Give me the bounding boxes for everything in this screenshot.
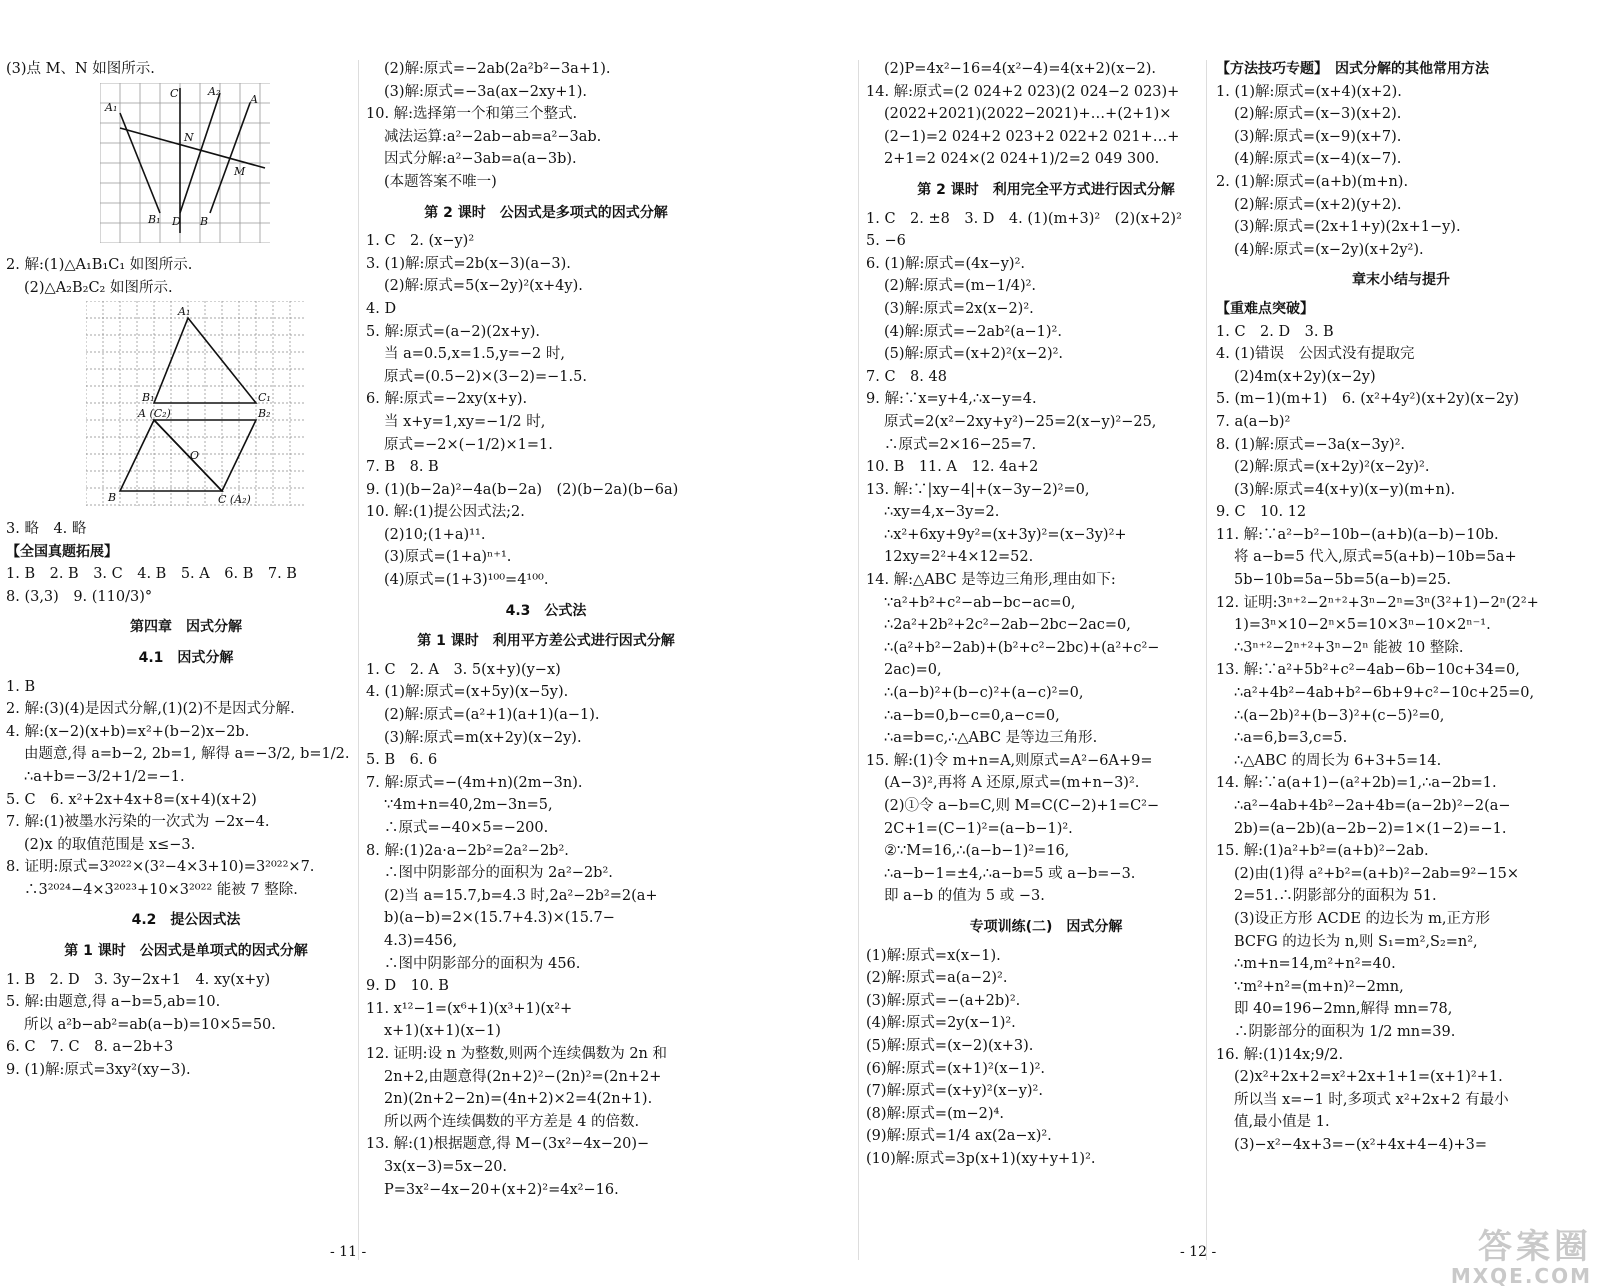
answer-line: 3x(x−3)=5x−20. (384, 1158, 508, 1175)
answer-line: 原式=2(x²−2xy+y²)−25=2(x−y)²−25, (884, 413, 1157, 430)
answer-line: 3. (1)解:原式=2b(x−3)(a−3). (366, 255, 571, 272)
section-tag: 【全国真题拓展】 (6, 543, 118, 560)
answer-line: (3)解:原式=(x−9)(x+7). (1234, 128, 1402, 145)
answer-line: ∴a²−4ab+4b²−2a+4b=(a−2b)²−2(a− (1234, 798, 1511, 814)
answer-line: ∴(a−b)²+(b−c)²+(a−c)²=0, (884, 685, 1084, 702)
watermark-url: MXQE.COM (1450, 1264, 1592, 1288)
fig2-label-4: B₂ (258, 407, 271, 421)
answer-line: ∴图中阴影部分的面积为 2a²−2b². (384, 865, 613, 882)
answer-line: 1. C 2. (x−y)² (366, 233, 475, 250)
answer-line: ∴2a²+2b²+2c²−2ab−2bc−2ac=0, (884, 617, 1131, 634)
answer-line: (2)△A₂B₂C₂ 如图所示. (24, 279, 173, 296)
answer-line: ∴图中阴影部分的面积为 456. (384, 955, 581, 972)
fig1-label-5: M (234, 164, 246, 178)
answer-line: (2)10;(1+a)¹¹. (384, 526, 486, 543)
answer-line: 减法运算:a²−2ab−ab=a²−3ab. (384, 128, 602, 145)
answer-line: (本题答案不唯一) (384, 173, 497, 190)
fig1-label-1: C (170, 86, 179, 100)
answer-line: (3)解:原式=4(x+y)(x−y)(m+n). (1234, 481, 1456, 498)
fig2-label-6: B (108, 491, 117, 505)
answer-line: 8. 解:(1)2a·a−2b²=2a²−2b². (366, 842, 569, 859)
answer-line: 12. 证明:3ⁿ⁺²−2ⁿ⁺²+3ⁿ−2ⁿ=3ⁿ(3²+1)−2ⁿ(2²+ (1216, 594, 1539, 611)
answer-line: ∴xy=4,x−3y=2. (884, 504, 1000, 521)
section-heading: 专项训练(二) 因式分解 (969, 918, 1123, 935)
answer-line: 当 a=0.5,x=1.5,y=−2 时, (384, 346, 566, 363)
answer-line: (2)解:原式=(x+2)(y+2). (1234, 196, 1402, 213)
grid-figure-1 (100, 83, 366, 251)
answer-line: ∴阴影部分的面积为 1/2 mn=39. (1234, 1023, 1456, 1040)
section-heading: 4.2 提公因式法 (131, 912, 241, 929)
answer-line: 原式=(0.5−2)×(3−2)=−1.5. (384, 368, 587, 385)
answer-line: (10)解:原式=3p(x+1)(xy+y+1)². (866, 1150, 1096, 1167)
answer-line: (9)解:原式=1/4 ax(2a−x)². (866, 1128, 1052, 1145)
page-number-right: - 12 - (1180, 1244, 1217, 1260)
answer-line: (3)解:原式=−(a+2b)². (866, 992, 1021, 1009)
fig1-label-8: B (200, 214, 209, 228)
answer-line: 所以两个连续偶数的平方差是 4 的倍数. (384, 1113, 640, 1130)
answer-line: 将 a−b=5 代入,原式=5(a+b)−10b=5a+ (1234, 549, 1517, 566)
fig1-label-7: D (172, 214, 181, 228)
fig2-label-3: A (C₂) (138, 407, 171, 421)
answer-line: ∵m²+n²=(m+n)²−2mn, (1234, 978, 1404, 995)
answer-line: (6)解:原式=(x+1)²(x−1)². (866, 1060, 1046, 1077)
answer-line: 3. 略 4. 略 (6, 520, 87, 537)
answer-line: 当 x+y=1,xy=−1/2 时, (384, 413, 546, 430)
fig2-label-2: C₁ (258, 391, 271, 405)
answer-line: 4. 解:(x−2)(x+b)=x²+(b−2)x−2b. (6, 723, 250, 740)
answer-line: ∴(a−2b)²+(b−3)²+(c−5)²=0, (1234, 707, 1445, 724)
answer-line: 9. D 10. B (366, 978, 449, 995)
answer-line: 4. (1)错误 公因式没有提取完 (1216, 346, 1415, 363)
answer-line: 由题意,得 a=b−2, 2b=1, 解得 a=−3/2, b=1/2. (24, 746, 350, 763)
fig2-label-0: A₁ (178, 305, 191, 319)
answer-line: 2. (1)解:原式=(a+b)(m+n). (1216, 173, 1409, 190)
answer-line: (2)解:原式=(a²+1)(a+1)(a−1). (384, 707, 600, 724)
answer-line: (2)解:原式=(x−3)(x+2). (1234, 106, 1402, 123)
answer-line: (1)解:原式=x(x−1). (866, 947, 1001, 964)
answer-line: x+1)(x+1)(x−1) (384, 1023, 501, 1040)
answer-line: (4)原式=(1+3)¹⁰⁰=4¹⁰⁰. (384, 572, 549, 589)
answer-line: 6. 解:原式=−2xy(x+y). (366, 391, 528, 408)
answer-line: (2)4m(x+2y)(x−2y) (1234, 368, 1376, 385)
answer-line: 6. (1)解:原式=(4x−y)². (866, 255, 1025, 272)
answer-line: 9. (1)(b−2a)²−4a(b−2a) (2)(b−2a)(b−6a) (366, 481, 679, 498)
answer-line: 4. D (366, 300, 397, 317)
answer-line: ∴3²⁰²⁴−4×3²⁰²³+10×3²⁰²² 能被 7 整除. (24, 881, 298, 898)
section-heading: 第 2 课时 利用完全平方式进行因式分解 (917, 181, 1175, 198)
answer-line: 2+1=2 024×(2 024+1)/2=2 049 300. (884, 151, 1160, 168)
answer-line: ②∵M=16,∴(a−b−1)²=16, (884, 843, 1070, 860)
answer-line: P=3x²−4x−20+(x+2)²=4x²−16. (384, 1181, 619, 1198)
answer-line: 1. C 2. ±8 3. D 4. (1)(m+3)² (2)(x+2)² (866, 210, 1182, 227)
answer-line: (2022+2021)(2022−2021)+…+(2+1)× (884, 106, 1172, 123)
answer-line: 2. 解:(1)△A₁B₁C₁ 如图所示. (6, 257, 193, 274)
answer-line: 13. 解:∵a²+5b²+c²−4ab−6b−10c+34=0, (1216, 662, 1520, 679)
answer-line: 2n)(2n+2−2n)=(4n+2)×2=4(2n+1). (384, 1091, 653, 1108)
section-heading: 4.1 因式分解 (138, 649, 234, 666)
answer-line: 7. 解:原式=−(4m+n)(2m−3n). (366, 774, 583, 791)
grid-figure-1-svg (100, 83, 270, 243)
answer-line: (4)解:原式=2y(x−1)². (866, 1015, 1016, 1032)
answer-line: 2n+2,由题意得(2n+2)²−(2n)²=(2n+2+ (384, 1068, 662, 1085)
answer-line: 14. 解:△ABC 是等边三角形,理由如下: (866, 572, 1116, 589)
answer-line: 2. 解:(3)(4)是因式分解,(1)(2)不是因式分解. (6, 701, 295, 718)
answer-line: (2)①令 a−b=C,则 M=C(C−2)+1=C²− (884, 798, 1160, 814)
answer-line: 12. 证明:设 n 为整数,则两个连续偶数为 2n 和 (366, 1045, 668, 1062)
answer-line: 5. C 6. x²+2x+4x+8=(x+4)(x+2) (6, 791, 257, 808)
answer-line: 原式=−2×(−1/2)×1=1. (384, 436, 553, 453)
answer-line: 即 40=196−2mn,解得 mn=78, (1234, 1001, 1453, 1018)
section-heading: 第四章 因式分解 (130, 619, 242, 636)
answer-line: 15. 解:(1)令 m+n=A,则原式=A²−6A+9= (866, 752, 1153, 769)
answer-line: (4)解:原式=(x−4)(x−7). (1234, 151, 1402, 168)
answer-line: (8)解:原式=(m−2)⁴. (866, 1105, 1004, 1122)
answer-line: (2)当 a=15.7,b=4.3 时,2a²−2b²=2(a+ (384, 887, 658, 904)
section-heading: 4.3 公式法 (505, 602, 587, 619)
fig2-label-1: B₁ (142, 391, 155, 405)
answer-line: ∴原式=−40×5=−200. (384, 820, 549, 836)
answer-line: 5. 解:原式=(a−2)(2x+y). (366, 323, 540, 340)
fig1-label-2: A₂ (208, 84, 221, 98)
answer-line: ∴a=6,b=3,c=5. (1234, 730, 1348, 747)
section-heading: 第 2 课时 公因式是多项式的因式分解 (424, 204, 668, 221)
answer-line: (7)解:原式=(x+y)²(x−y)². (866, 1083, 1043, 1100)
answer-line: 1. B 2. B 3. C 4. B 5. A 6. B 7. B (6, 566, 297, 583)
answer-line: 值,最小值是 1. (1234, 1114, 1330, 1131)
answer-line: 14. 解:∵a(a+1)−(a²+2b)=1,∴a−2b=1. (1216, 775, 1497, 792)
answer-line: ∴x²+6xy+9y²=(x+3y)²=(x−3y)²+ (884, 526, 1127, 543)
answer-line: 5. 解:由题意,得 a−b=5,ab=10. (6, 994, 221, 1011)
answer-line: 2C+1=(C−1)²=(a−b−1)². (884, 820, 1073, 837)
watermark-logo: 答案圈 (1478, 1227, 1592, 1267)
answer-line: ∴m+n=14,m²+n²=40. (1234, 956, 1396, 973)
answer-line: 所以当 x=−1 时,多项式 x²+2x+2 有最小 (1234, 1091, 1509, 1108)
answer-line: (2)解:原式=5(x−2y)²(x+4y). (384, 278, 583, 295)
answer-line: 4. (1)解:原式=(x+5y)(x−5y). (366, 684, 569, 701)
answer-line: (3)设正方形 ACDE 的边长为 m,正方形 (1234, 910, 1491, 927)
section-heading: 章末小结与提升 (1352, 272, 1450, 289)
answer-line: 15. 解:(1)a²+b²=(a+b)²−2ab. (1216, 843, 1429, 860)
fig1-label-6: B₁ (148, 212, 161, 226)
answer-line: 1. (1)解:原式=(x+4)(x+2). (1216, 83, 1402, 100)
answer-line: (5)解:原式=(x−2)(x+3). (866, 1037, 1034, 1054)
answer-line: 14. 解:原式=(2 024+2 023)(2 024−2 023)+ (866, 83, 1180, 100)
answer-line: 10. 解:选择第一个和第三个整式. (366, 106, 578, 123)
answer-line: ∴a=b=c,∴△ABC 是等边三角形. (884, 730, 1098, 747)
answer-line: BCFG 的边长为 n,则 S₁=m²,S₂=n², (1234, 933, 1478, 950)
answer-line: ∴a−b=0,b−c=0,a−c=0, (884, 707, 1060, 724)
answer-line: (2)x 的取值范围是 x≤−3. (24, 836, 196, 853)
answer-line: 7. C 8. 48 (866, 368, 947, 385)
answer-line: 6. C 7. C 8. a−2b+3 (6, 1039, 174, 1056)
section-heading: 第 1 课时 公因式是单项式的因式分解 (64, 943, 308, 960)
answer-line: (3)解:原式=(2x+1+y)(2x+1−y). (1234, 219, 1461, 236)
answer-line: 1. C 2. D 3. B (1216, 323, 1334, 340)
answer-line: 11. 解:∵a²−b²−10b−(a+b)(a−b)−10b. (1216, 526, 1499, 543)
answer-line: (A−3)²,再将 A 还原,原式=(m+n−3)². (884, 775, 1140, 792)
answer-line: 2b)=(a−2b)(a−2b−2)=1×(1−2)=−1. (1234, 820, 1507, 837)
answer-line: ∵a²+b²+c²−ab−bc−ac=0, (884, 594, 1076, 611)
watermark (1362, 1219, 1592, 1288)
answer-line: 8. (1)解:原式=−3a(x−3y)². (1216, 436, 1406, 453)
answer-line: (3)点 M、N 如图所示. (6, 61, 155, 77)
col1-post (6, 518, 366, 1082)
answer-line: ∴a−b−1=±4,∴a−b=5 或 a−b=−3. (884, 865, 1136, 882)
answer-line: 因式分解:a²−3ab=a(a−3b). (384, 151, 577, 168)
answer-line: 即 a−b 的值为 5 或 −3. (884, 888, 1045, 905)
answer-line: (2)解:原式=(m−1/4)². (884, 278, 1037, 295)
answer-line: ∴a²+4b²−4ab+b²−6b+9+c²−10c+25=0, (1234, 685, 1535, 702)
answer-line: 1. C 2. A 3. 5(x+y)(y−x) (366, 661, 561, 678)
answer-line: (2)解:原式=−2ab(2a²b²−3a+1). (384, 61, 611, 77)
answer-line: 16. 解:(1)14x;9/2. (1216, 1046, 1344, 1063)
section-tag: 【方法技巧专题】 因式分解的其他常用方法 (1216, 61, 1489, 77)
answer-line: ∴△ABC 的周长为 6+3+5=14. (1234, 752, 1442, 769)
answer-line: 13. 解:(1)根据题意,得 M−(3x²−4x−20)− (366, 1136, 650, 1153)
column-4 (1216, 58, 1586, 1157)
answer-line: 7. B 8. B (366, 459, 439, 476)
col1-mid (6, 254, 366, 299)
answer-line: 5. B 6. 6 (366, 752, 438, 769)
answer-line: 7. 解:(1)被墨水污染的一次式为 −2x−4. (6, 814, 270, 831)
col1-pre-figure (6, 58, 366, 81)
answer-line: (3)解:原式=2x(x−2)². (884, 300, 1034, 317)
answer-line: ∴a+b=−3/2+1/2=−1. (24, 768, 185, 785)
answer-line: (3)原式=(1+a)ⁿ⁺¹. (384, 549, 512, 566)
answer-line: (4)解:原式=(x−2y)(x+2y²). (1234, 241, 1424, 258)
answer-line: 9. C 10. 12 (1216, 504, 1307, 521)
grid-figure-2-svg (86, 301, 306, 506)
answer-line: 7. a(a−b)² (1216, 413, 1291, 430)
fig1-label-0: A₁ (105, 100, 118, 114)
answer-line: (3)解:原式=−3a(ax−2xy+1). (384, 83, 587, 100)
fig2-label-7: C (A₂) (218, 493, 251, 507)
answer-line: 1. B 2. D 3. 3y−2x+1 4. xy(x+y) (6, 971, 271, 988)
answer-line: b)(a−b)=2×(15.7+4.3)×(15.7− (384, 910, 615, 927)
column-1 (6, 58, 366, 1082)
page-number-left: - 11 - (330, 1244, 367, 1260)
answer-line: (2)x²+2x+2=x²+2x+1+1=(x+1)²+1. (1234, 1069, 1503, 1086)
answer-line: (2−1)=2 024+2 023+2 022+2 021+…+ (884, 128, 1180, 145)
column-2 (366, 58, 726, 1201)
fig1-label-4: N (184, 130, 194, 144)
answer-line: (4)解:原式=−2ab²(a−1)². (884, 323, 1062, 340)
answer-line: 11. x¹²−1=(x⁶+1)(x³+1)(x²+ (366, 1000, 573, 1017)
section-tag: 【重难点突破】 (1216, 300, 1314, 317)
answer-line: 2=51.∴阴影部分的面积为 51. (1234, 888, 1437, 905)
answer-line: 所以 a²b−ab²=ab(a−b)=10×5=50. (24, 1016, 276, 1033)
section-heading: 第 1 课时 利用平方差公式进行因式分解 (417, 633, 675, 650)
answer-line: 10. B 11. A 12. 4a+2 (866, 459, 1039, 476)
answer-line: 12xy=2²+4×12=52. (884, 549, 1034, 566)
answer-line: 1. B (6, 678, 36, 695)
fig2-label-5: O (190, 449, 200, 463)
answer-line: ∵4m+n=40,2m−3n=5, (384, 797, 553, 814)
answer-line: 5b−10b=5a−5b=5(a−b)=25. (1234, 572, 1452, 589)
answer-line: 5. −6 (866, 233, 906, 250)
answer-line: 8. (3,3) 9. (110/3)° (6, 588, 153, 605)
answer-line: 13. 解:∵|xy−4|+(x−3y−2)²=0, (866, 481, 1090, 498)
answer-line: (2)由(1)得 a²+b²=(a+b)²−2ab=9²−15× (1234, 865, 1519, 882)
answer-line: (2)解:原式=a(a−2)². (866, 970, 1008, 987)
answer-line: 2ac)=0, (884, 662, 942, 679)
grid-figure-2 (86, 301, 366, 514)
column-3 (866, 58, 1226, 1171)
answer-line: (2)P=4x²−16=4(x²−4)=4(x+2)(x−2). (884, 61, 1157, 77)
answer-line: 8. 证明:原式=3²⁰²²×(3²−4×3+10)=3²⁰²²×7. (6, 859, 315, 876)
answer-line: 9. 解:∵x=y+4,∴x−y=4. (866, 391, 1037, 408)
fig1-label-3: A (250, 92, 258, 106)
answer-line: 9. (1)解:原式=3xy²(xy−3). (6, 1062, 191, 1079)
answer-line: (3)−x²−4x+3=−(x²+4x+4−4)+3= (1234, 1136, 1488, 1153)
answer-line: 5. (m−1)(m+1) 6. (x²+4y²)(x+2y)(x−2y) (1216, 391, 1520, 408)
answer-line: ∴3ⁿ⁺²−2ⁿ⁺²+3ⁿ−2ⁿ 能被 10 整除. (1234, 639, 1464, 656)
answer-line: (3)解:原式=m(x+2y)(x−2y). (384, 729, 582, 746)
answer-line: (2)解:原式=(x+2y)²(x−2y)². (1234, 459, 1430, 476)
answer-line: ∴(a²+b²−2ab)+(b²+c²−2bc)+(a²+c²− (884, 639, 1160, 656)
answer-line: 10. 解:(1)提公因式法;2. (366, 504, 525, 521)
answer-line: 4.3)=456, (384, 932, 458, 949)
answer-line: (5)解:原式=(x+2)²(x−2)². (884, 346, 1064, 363)
answer-line: 1)=3ⁿ×10−2ⁿ×5=10×3ⁿ−10×2ⁿ⁻¹. (1234, 617, 1491, 634)
answer-line: ∴原式=2×16−25=7. (884, 436, 1037, 453)
